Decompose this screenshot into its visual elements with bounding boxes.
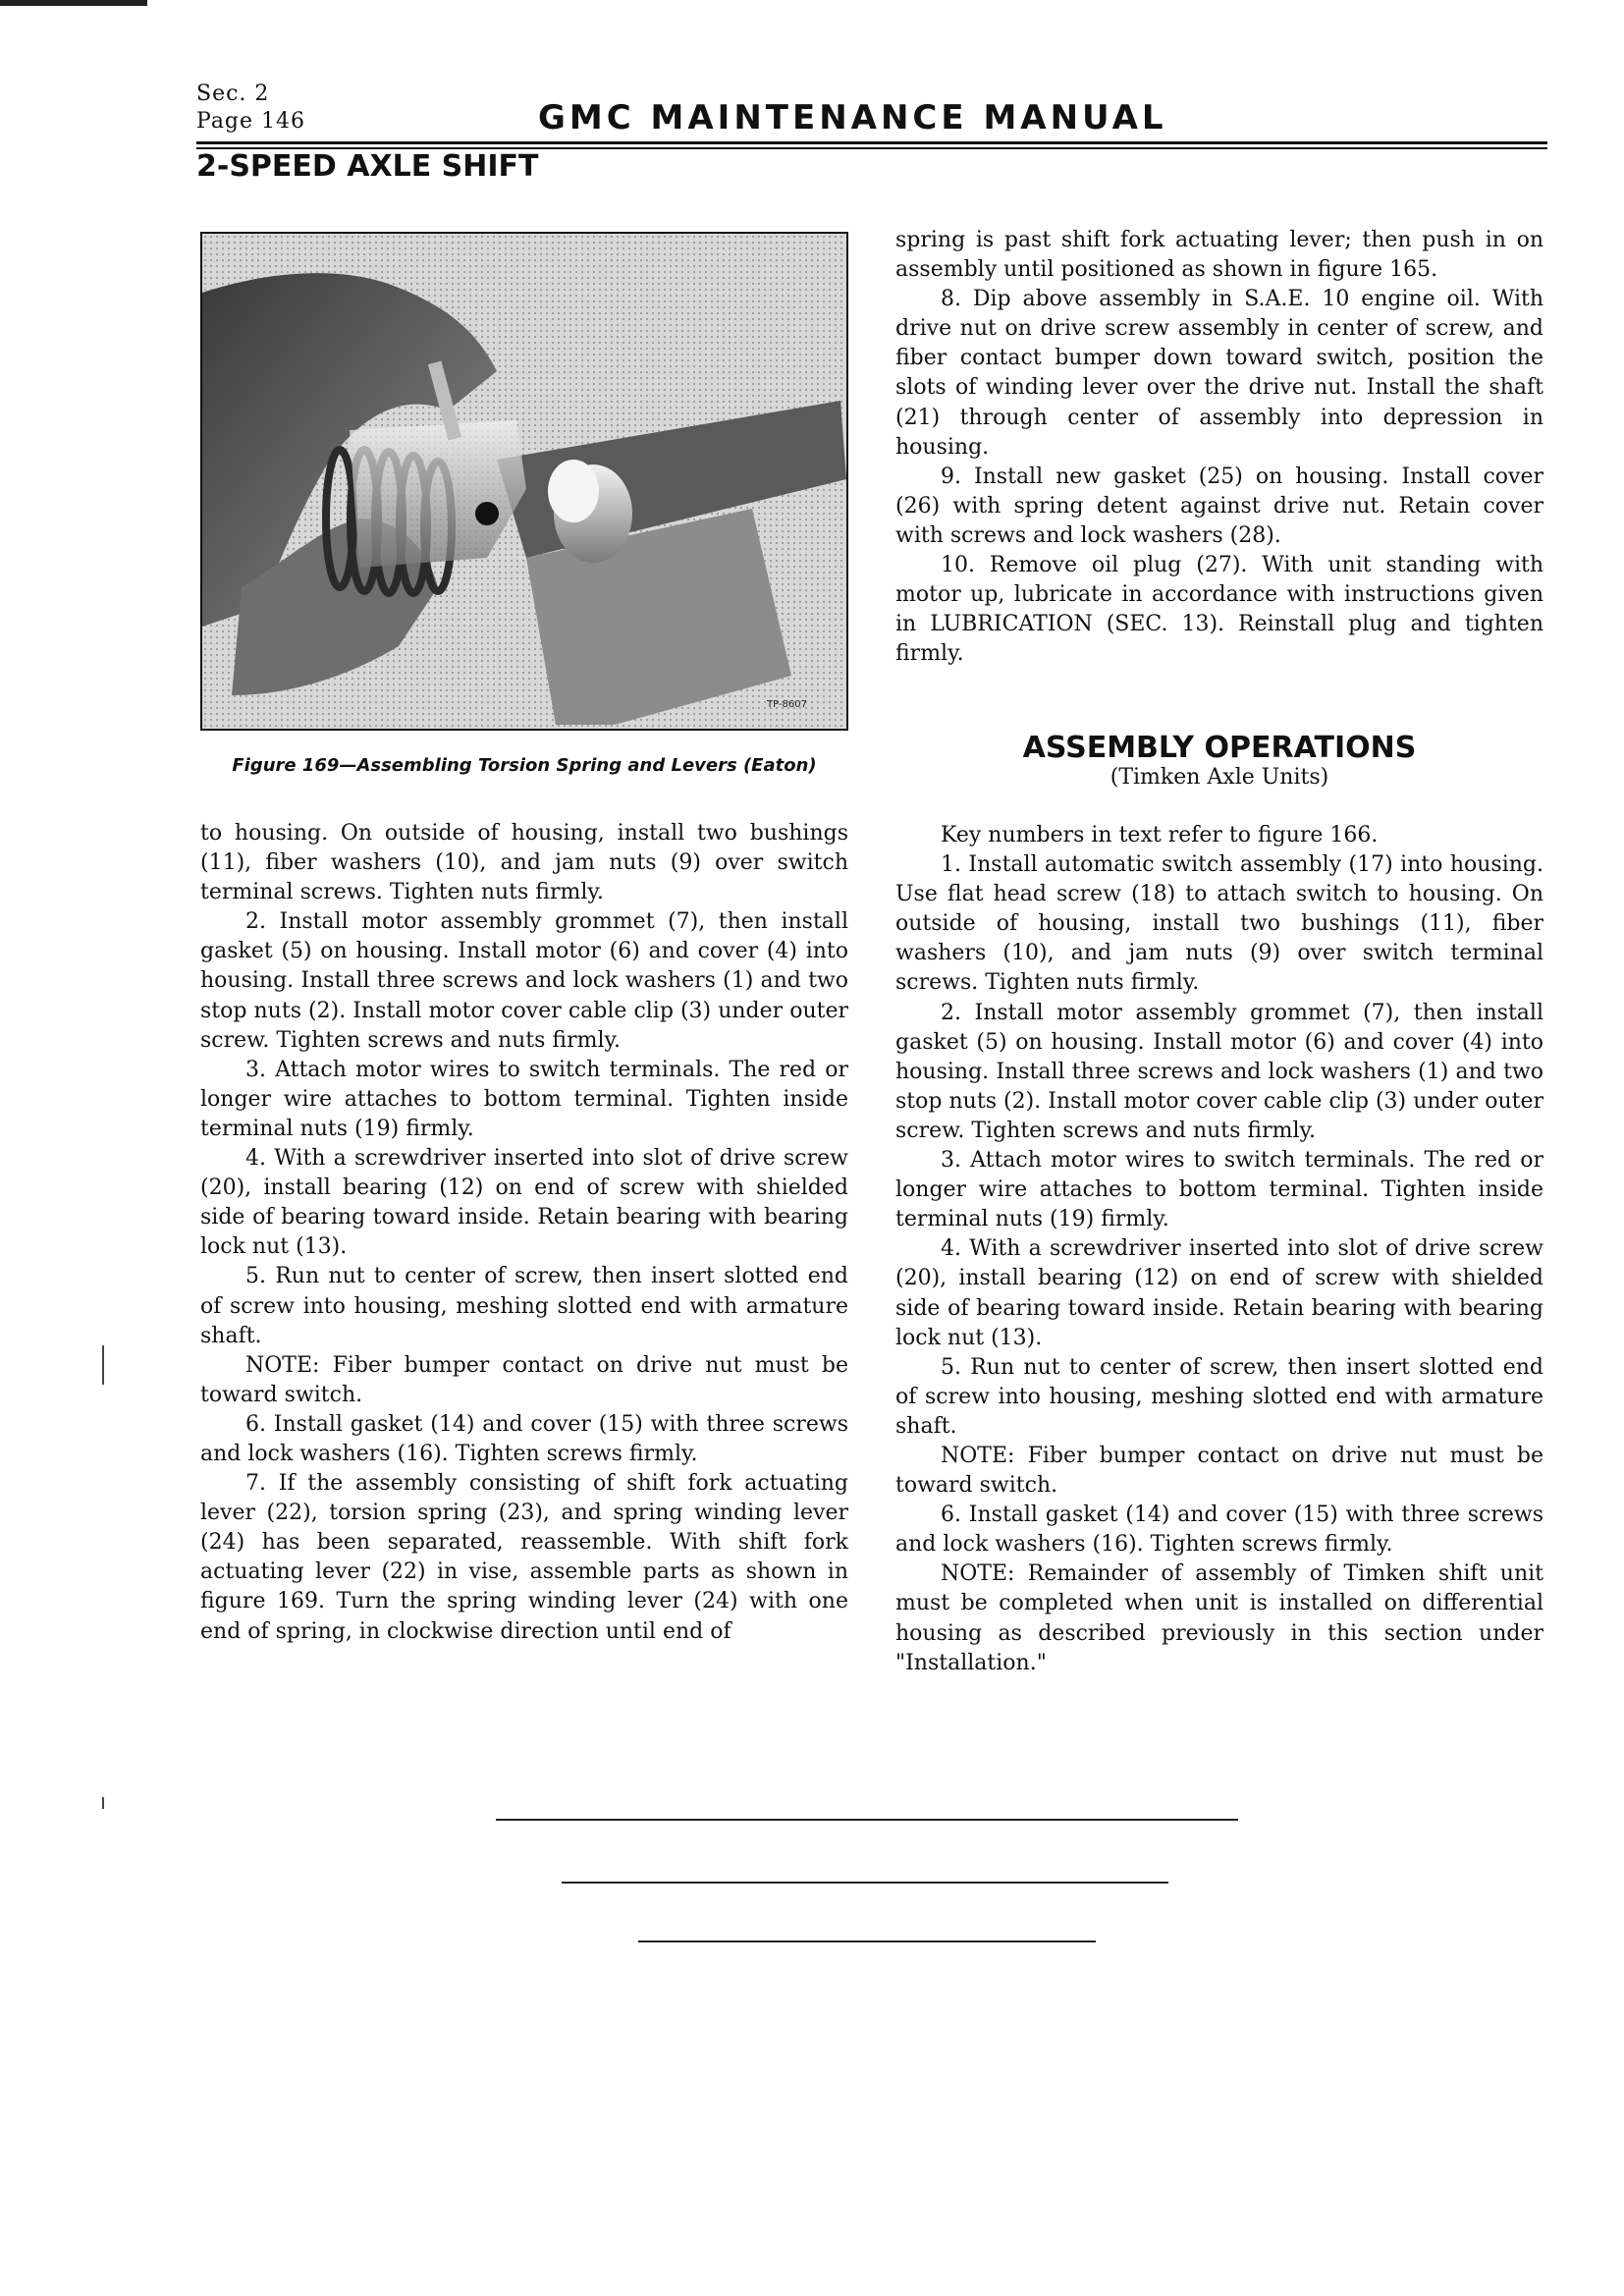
paragraph: 9. Install new gasket (25) on housing. Install cover (26) with spring detent against drive nut. Retain cover with screws and lock washers (28). (895, 464, 1543, 548)
figure-caption: Figure 169—Assembling Torsion Spring and Levers (Eaton) (232, 755, 817, 776)
paragraph: 3. Attach motor wires to switch terminals. The red or longer wire attaches to bottom terminal. Tighten inside terminal nuts (19) firmly. (200, 1057, 848, 1141)
scan-edge-mark (0, 0, 147, 6)
assembly-operations-heading: ASSEMBLY OPERATIONS (1022, 731, 1417, 765)
paragraph: 7. If the assembly consisting of shift fork actuating lever (22), torsion spring (23), and spring winding lever (24) has been separated, reassemble. With shift fork actuating lever (22) in vise, assemble parts as shown in figure 169. Turn the spring winding lever (24) with one end of spring, in clockwise direction until end of (200, 1471, 848, 1644)
paragraph: 10. Remove oil plug (27). With unit standing with motor up, lubricate in accordance with instructions given in LUBRICATION (SEC. 13). Reinstall plug and tighten firmly. (895, 553, 1543, 667)
paragraph: 4. With a screwdriver inserted into slot of drive screw (20), install bearing (12) on end of screw with shielded side of bearing toward inside. Retain bearing with bearing lock nut (13). (200, 1146, 848, 1260)
margin-mark (102, 1797, 104, 1809)
torsion-spring-photo (202, 234, 846, 729)
paragraph: to housing. On outside of housing, install two bushings (11), fiber washers (10), and jam nuts (9) over switch terminal screws. Tighten nuts firmly. (200, 821, 848, 905)
paragraph: 5. Run nut to center of screw, then insert slotted end of screw into housing, meshing slotted end with armature shaft. (895, 1354, 1543, 1439)
paragraph: 4. With a screwdriver inserted into slot of drive screw (20), install bearing (12) on end of screw with shielded side of bearing toward inside. Retain bearing with bearing lock nut (13). (895, 1236, 1543, 1350)
figure-photo (200, 232, 848, 731)
paragraph: 5. Run nut to center of screw, then insert slotted end of screw into housing, meshing slotted end with armature shaft. (200, 1264, 848, 1348)
margin-mark (102, 1345, 104, 1385)
end-rule (496, 1819, 1238, 1821)
paragraph: 2. Install motor assembly grommet (7), then install gasket (5) on housing. Install motor (6) and cover (4) into housing. Install three screws and lock washers (1) and two stop nuts (2). Install motor cover cable clip (3) under outer screw. Tighten screws and nuts firmly. (895, 1000, 1543, 1143)
paragraph: NOTE: Fiber bumper contact on drive nut must be toward switch. (200, 1352, 848, 1407)
paragraph: NOTE: Remainder of assembly of Timken shift unit must be completed when unit is installed on differential housing as described previously in this section under "Installation." (895, 1561, 1543, 1675)
paragraph: 1. Install automatic switch assembly (17) into housing. Use flat head screw (18) to attach switch to housing. On outside of housing, install two bushings (11), fiber washers (10), and jam nuts (9) over switch terminal screws. Tighten nuts firmly. (895, 852, 1543, 996)
section-number: Sec. 2 (196, 82, 270, 106)
paragraph: 8. Dip above assembly in S.A.E. 10 engine oil. With drive nut on drive screw assembly in center of screw, and fiber contact bumper down toward switch, position the slots of winding lever over the drive nut. Install the shaft (21) through center of assembly into depression in housing. (895, 287, 1543, 460)
page-number: Page 146 (196, 109, 306, 134)
manual-title: GMC MAINTENANCE MANUAL (538, 98, 1167, 137)
paragraph: NOTE: Fiber bumper contact on drive nut must be toward switch. (895, 1443, 1543, 1499)
end-rule (562, 1882, 1168, 1884)
paragraph: 6. Install gasket (14) and cover (15) with three screws and lock washers (16). Tighten screws firmly. (895, 1503, 1543, 1558)
paragraph: 2. Install motor assembly grommet (7), then install gasket (5) on housing. Install motor (6) and cover (4) into housing. Install three screws and lock washers (1) and two stop nuts (2). Install motor cover cable clip (3) under outer screw. Tighten screws and nuts firmly. (200, 909, 848, 1053)
header-rule (196, 141, 1547, 144)
paragraph: Key numbers in text refer to figure 166. (941, 823, 1379, 847)
right-column-bottom (895, 821, 1543, 1678)
right-column-top (895, 226, 1543, 669)
paragraph: 6. Install gasket (14) and cover (15) with three screws and lock washers (16). Tighten screws firmly. (200, 1411, 848, 1466)
end-rule (638, 1941, 1096, 1942)
photo-code: TP-8607 (767, 699, 807, 710)
paragraph: 3. Attach motor wires to switch terminals. The red or longer wire attaches to bottom terminal. Tighten inside terminal nuts (19) firmly. (895, 1148, 1543, 1232)
section-title: 2-SPEED AXLE SHIFT (196, 149, 539, 184)
assembly-operations-subheading: (Timken Axle Units) (1110, 765, 1329, 790)
left-column (200, 819, 848, 1647)
paragraph: spring is past shift fork actuating lever; then push in on assembly until positioned as shown in figure 165. (895, 228, 1543, 283)
